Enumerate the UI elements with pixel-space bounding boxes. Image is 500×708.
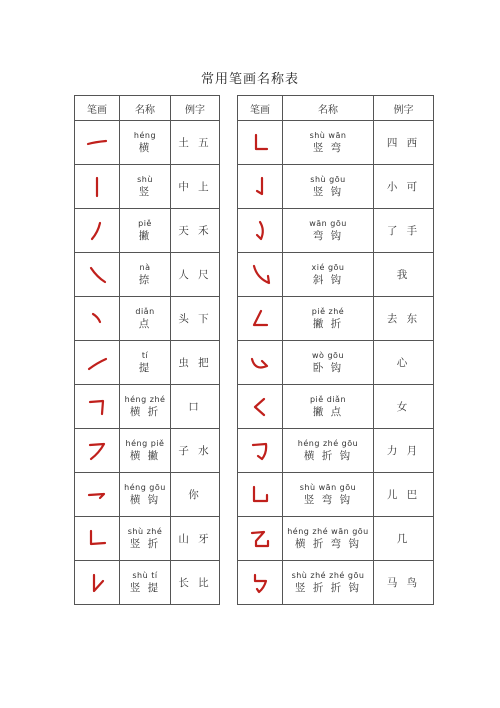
stroke-cell [75,473,120,517]
example-characters: 山 牙 [171,517,220,561]
table-row [75,209,220,253]
table-row [75,121,220,165]
heng-zhe-gou-stroke-icon [248,439,272,463]
stroke-name-cell [120,517,171,561]
stroke-name: 竖 提 [129,581,161,594]
example-characters: 女 [374,385,434,429]
stroke-name: 撇 [138,229,152,242]
heng-zhe-stroke-icon [85,395,109,419]
stroke-cell [75,341,120,385]
header-stroke: 笔画 [238,96,283,121]
example-characters: 小 可 [374,165,434,209]
header-name: 名称 [283,96,374,121]
stroke-name-cell [283,253,374,297]
stroke-cell [238,297,283,341]
stroke-cell [238,561,283,605]
stroke-name-cell [120,561,171,605]
dian-stroke-icon [85,307,109,331]
example-characters: 几 [374,517,434,561]
stroke-pinyin: shù tí [132,570,158,580]
stroke-cell [75,561,120,605]
stroke-pinyin: wò gōu [311,350,345,360]
header-name: 名称 [120,96,171,121]
header-example: 例字 [374,96,434,121]
stroke-name-cell [120,473,171,517]
stroke-name: 捺 [138,273,152,286]
stroke-name: 横 折 弯 钩 [294,537,361,550]
table-row [75,473,220,517]
stroke-name: 竖 弯 [312,141,344,154]
shu-wan-gou-stroke-icon [248,483,272,507]
stroke-cell [75,253,120,297]
example-characters: 了 手 [374,209,434,253]
stroke-name-cell [283,429,374,473]
table-row [238,561,434,605]
example-characters: 中 上 [171,165,220,209]
stroke-name-cell [120,121,171,165]
stroke-table-left [74,95,220,605]
stroke-name: 横 [138,141,152,154]
stroke-name-cell [283,297,374,341]
stroke-cell [238,341,283,385]
na-stroke-icon [85,263,109,287]
header-stroke: 笔画 [75,96,120,121]
table-header-row [238,96,434,121]
stroke-name: 斜 钩 [312,273,344,286]
stroke-name: 横 折 钩 [303,449,353,462]
example-characters: 长 比 [171,561,220,605]
heng-stroke-icon [85,131,109,155]
pie-zhe-stroke-icon [248,307,272,331]
wan-gou-stroke-icon [248,219,272,243]
stroke-cell [238,165,283,209]
pie-stroke-icon [85,219,109,243]
stroke-name-cell [120,253,171,297]
shu-gou-stroke-icon [248,175,272,199]
stroke-pinyin: tí [141,350,149,360]
example-characters: 儿 巴 [374,473,434,517]
stroke-cell [75,517,120,561]
stroke-name-cell [283,473,374,517]
stroke-name: 横 折 [129,405,161,418]
wo-gou-stroke-icon [248,351,272,375]
stroke-cell [75,165,120,209]
stroke-pinyin: piě [138,218,152,228]
example-characters: 心 [374,341,434,385]
stroke-cell [238,473,283,517]
stroke-pinyin: wān gōu [309,218,347,228]
stroke-cell [238,517,283,561]
shu-zhe-zhe-gou-stroke-icon [248,571,272,595]
table-row [75,429,220,473]
table-row [75,517,220,561]
heng-pie-stroke-icon [85,439,109,463]
stroke-name-cell [120,297,171,341]
stroke-table-right [237,95,434,605]
table-row [238,385,434,429]
table-row [75,385,220,429]
example-characters: 口 [171,385,220,429]
example-characters: 子 水 [171,429,220,473]
stroke-pinyin: xié gōu [311,262,345,272]
example-characters: 去 东 [374,297,434,341]
stroke-name-cell [120,341,171,385]
table-row [75,297,220,341]
stroke-cell [75,297,120,341]
stroke-pinyin: héng piě [125,438,165,448]
table-row [75,253,220,297]
stroke-name: 横 钩 [129,493,161,506]
stroke-name-cell [120,429,171,473]
heng-zhe-wan-gou-stroke-icon [248,527,272,551]
stroke-name-cell [120,165,171,209]
example-characters: 天 禾 [171,209,220,253]
table-row [238,429,434,473]
table-row [238,517,434,561]
stroke-name-cell [283,121,374,165]
stroke-cell [75,429,120,473]
stroke-name: 横 撇 [129,449,161,462]
stroke-name: 竖 弯 钩 [303,493,353,506]
stroke-name-cell [283,341,374,385]
table-row [238,297,434,341]
table-row [238,209,434,253]
stroke-name-cell [283,165,374,209]
shu-zhe-stroke-icon [85,527,109,551]
stroke-cell [75,209,120,253]
header-example: 例字 [171,96,220,121]
ti-stroke-icon [85,351,109,375]
stroke-cell [238,253,283,297]
example-characters: 力 月 [374,429,434,473]
table-row [75,341,220,385]
shu-stroke-icon [85,175,109,199]
stroke-pinyin: shù zhé zhé gōu [291,570,365,580]
table-row [238,253,434,297]
stroke-name: 竖 折 折 钩 [294,581,361,594]
example-characters: 头 下 [171,297,220,341]
stroke-name: 竖 [138,185,152,198]
shu-ti-stroke-icon [85,571,109,595]
table-row [238,473,434,517]
stroke-name: 竖 折 [129,537,161,550]
stroke-pinyin: héng gōu [124,482,166,492]
stroke-name: 撇 折 [312,317,344,330]
stroke-pinyin: diǎn [135,306,155,316]
example-characters: 虫 把 [171,341,220,385]
stroke-pinyin: héng [133,130,157,140]
stroke-pinyin: shù zhé [127,526,163,536]
stroke-name: 点 [138,317,152,330]
stroke-name-cell [283,561,374,605]
stroke-name: 竖 钩 [312,185,344,198]
stroke-cell [238,209,283,253]
page-title: 常用笔画名称表 [200,72,299,87]
example-characters: 马 鸟 [374,561,434,605]
stroke-pinyin: shù [137,174,153,184]
stroke-cell [238,429,283,473]
stroke-pinyin: shù wān [309,130,347,140]
stroke-pinyin: héng zhé [124,394,166,404]
stroke-pinyin: piě zhé [311,306,345,316]
stroke-name-cell [283,517,374,561]
stroke-cell [75,121,120,165]
table-header-row [75,96,220,121]
stroke-pinyin: héng zhé wān gōu [287,526,369,536]
example-characters: 土 五 [171,121,220,165]
xie-gou-stroke-icon [248,263,272,287]
table-row [238,165,434,209]
example-characters: 四 西 [374,121,434,165]
stroke-name: 提 [138,361,152,374]
heng-gou-stroke-icon [85,483,109,507]
example-characters: 我 [374,253,434,297]
stroke-name-cell [283,209,374,253]
stroke-pinyin: shù gōu [310,174,346,184]
example-characters: 人 尺 [171,253,220,297]
stroke-name: 撇 点 [312,405,344,418]
stroke-name: 弯 钩 [312,229,344,242]
table-row [75,561,220,605]
table-row [238,121,434,165]
stroke-name: 卧 钩 [312,361,344,374]
stroke-cell [75,385,120,429]
stroke-pinyin: shù wān gōu [299,482,357,492]
stroke-name-cell [120,385,171,429]
table-row [75,165,220,209]
stroke-cell [238,385,283,429]
pie-dian-stroke-icon [248,395,272,419]
stroke-name-cell [120,209,171,253]
stroke-name-cell [283,385,374,429]
stroke-pinyin: héng zhé gōu [297,438,359,448]
stroke-cell [238,121,283,165]
stroke-pinyin: nà [139,262,151,272]
shu-wan-stroke-icon [248,131,272,155]
stroke-pinyin: piě diǎn [309,394,347,404]
table-row [238,341,434,385]
example-characters: 你 [171,473,220,517]
